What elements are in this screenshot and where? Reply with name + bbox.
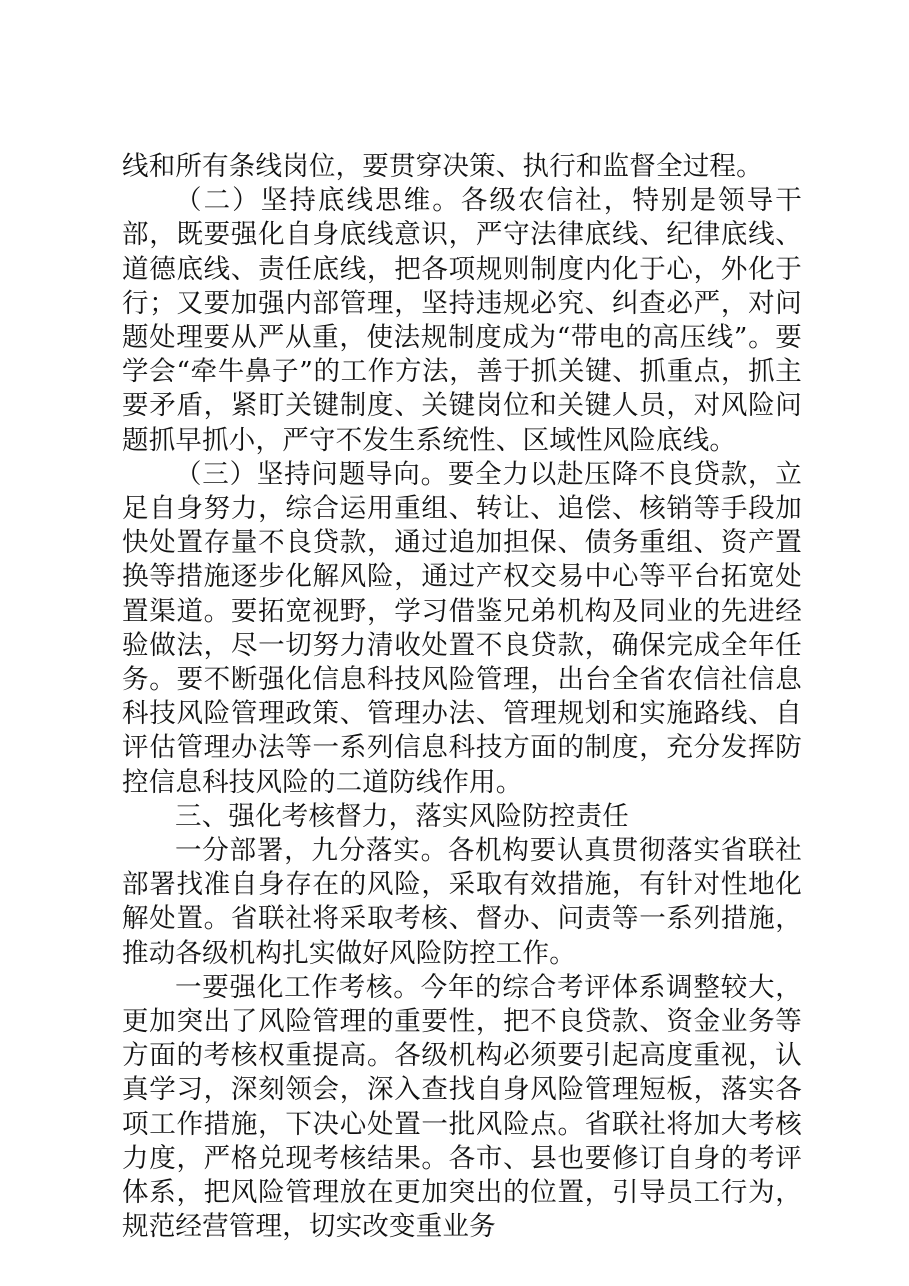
paragraph-continuation: 线和所有条线岗位，要贯穿决策、执行和监督全过程。 bbox=[122, 151, 763, 182]
paragraph-implementation: 一分部署，九分落实。各机构要认真贯彻落实省联社部署找准自身存在的风险，采取有效措施，有针对性地化解处置。省联社将采取考核、督办、问责等一系列措施，推动各级机构扎实做好风险防控工作。 bbox=[122, 835, 802, 969]
document-body bbox=[122, 150, 802, 1245]
paragraph-bottom-line-thinking: （二）坚持底线思维。各级农信社，特别是领导干部，既要强化自身底线意识，严守法律底线、纪律底线、道德底线、责任底线，把各项规则制度内化于心，外化于行；又要加强内部管理，坚持违规必究、纠查必严，对问题处理要从严从重，使法规制度成为“带电的高压线”。要学会“牵牛鼻子”的工作方法，善于抓关键、抓重点，抓主要矛盾，紧盯关键制度、关键岗位和关键人员，对风险问题抓早抓小，严守不发生系统性、区域性风险底线。 bbox=[122, 185, 802, 456]
section-heading-assessment: 三、强化考核督力，落实风险防控责任 bbox=[175, 800, 629, 832]
paragraph-work-assessment: 一要强化工作考核。今年的综合考评体系调整较大，更加突出了风险管理的重要性，把不良贷款、资金业务等方面的考核权重提高。各级机构必须要引起高度重视，认真学习，深刻领会，深入查找自身风险管理短板，落实各项工作措施，下决心处置一批风险点。省联社将加大考核力度，严格兑现考核结果。各市、县也要修订自身的考评体系，把风险管理放在更加突出的位置，引导员工行为，规范经营管理，切实改变重业务 bbox=[122, 971, 802, 1243]
paragraph-problem-orientation: （三）坚持问题导向。要全力以赴压降不良贷款，立足自身努力，综合运用重组、转让、追偿、核销等手段加快处置存量不良贷款，通过追加担保、债务重组、资产置换等措施逐步化解风险，通过产权交易中心等平台拓宽处置渠道。要拓宽视野，学习借鉴兄弟机构及同业的先进经验做法，尽一切努力清收处置不良贷款，确保完成全年任务。要不断强化信息科技风险管理，出台全省农信社信息科技风险管理政策、管理办法、管理规划和实施路线、自评估管理办法等一系列信息科技方面的制度，充分发挥防控信息科技风险的二道防线作用。 bbox=[122, 458, 802, 798]
